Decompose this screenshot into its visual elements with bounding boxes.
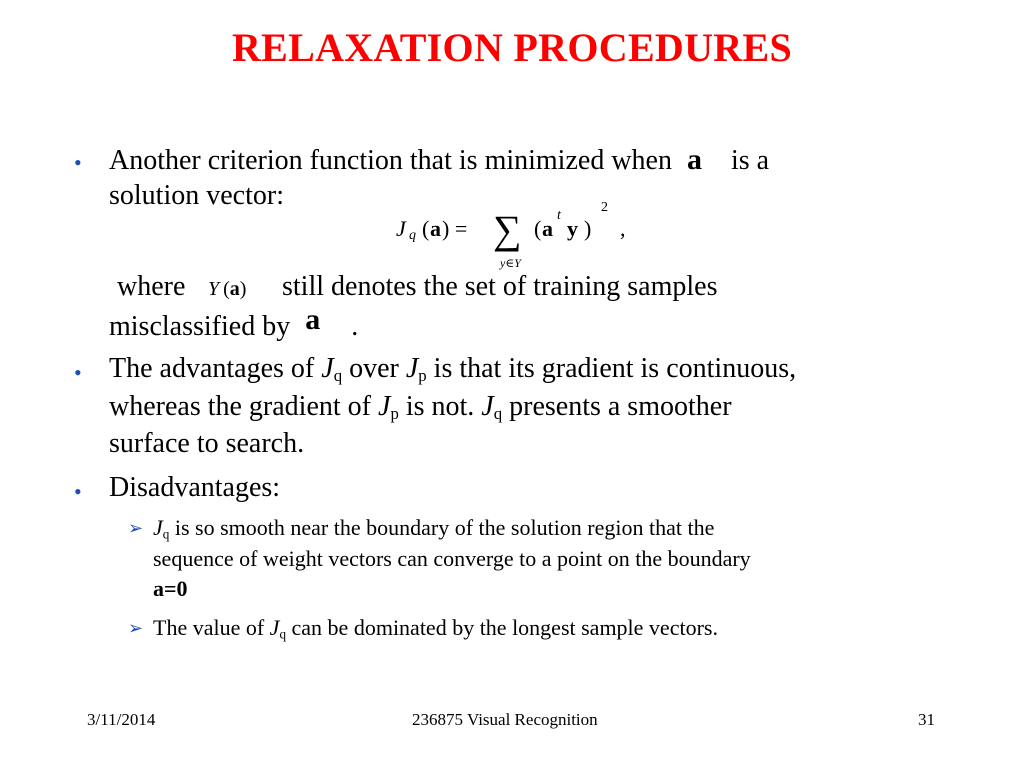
s2-text-2: can be dominated by the longest sample vectors.	[291, 615, 718, 640]
bullet-dot-2: •	[74, 360, 82, 385]
formula-comma: ,	[620, 216, 626, 241]
formula-J: J	[396, 216, 406, 241]
formula-exponent: 2	[601, 200, 608, 215]
formula-sum: ∑	[493, 207, 522, 252]
b2-sub-1: q	[333, 366, 343, 386]
Y-close: )	[239, 278, 247, 300]
bullet-dot-3: •	[74, 479, 82, 504]
b2-sub-3: p	[390, 404, 399, 424]
formula-rhs-t: t	[557, 208, 561, 223]
formula-a: a	[430, 216, 441, 241]
formula-rhs-close: )	[584, 216, 592, 241]
arrow-bullet-1: ➢	[128, 518, 144, 538]
b2-J4: J	[481, 391, 494, 422]
sub-bullet-1-line-1	[153, 517, 714, 541]
bullet-1-tail: is a	[730, 145, 770, 176]
misclassified-text: misclassified by	[109, 311, 291, 342]
b2-J1: J	[321, 353, 334, 384]
where-rest: still denotes the set of training samples	[282, 271, 718, 302]
bullet-2-line-2	[109, 393, 732, 423]
s2-sub: q	[279, 626, 287, 642]
formula-sum-index: y∈Y	[500, 256, 521, 270]
sub-bullet-1-line-3: a=0	[153, 576, 188, 601]
b2-text-5: is not.	[405, 391, 475, 422]
footer-course: 236875 Visual Recognition	[412, 710, 598, 729]
b2-text-4: whereas the gradient of	[109, 391, 371, 422]
b2-text-2: over	[349, 353, 399, 384]
b2-text-6: presents a smoother	[509, 391, 732, 422]
formula-J-sub: q	[409, 228, 416, 243]
slide-title: RELAXATION PROCEDURES	[231, 25, 793, 70]
bullet-1-text: Another criterion function that is minimized when	[109, 145, 672, 176]
formula-rhs-a: a	[542, 216, 553, 241]
where-line-2	[109, 303, 359, 342]
sub-bullet-1-line-2: sequence of weight vectors can converge to a point on the boundary	[153, 546, 751, 571]
period: .	[351, 311, 359, 342]
formula-close-eq: ) =	[442, 216, 468, 241]
formula-rhs-y: y	[567, 216, 578, 241]
Y-of-a	[208, 278, 246, 301]
footer-date: 3/11/2014	[87, 710, 156, 729]
formula-rhs-open: (	[534, 216, 542, 241]
Y-symbol: Y	[208, 278, 220, 300]
bullet-2-line-1	[109, 355, 796, 385]
b2-text-3: is that its gradient is continuous,	[433, 353, 797, 384]
arrow-bullet-2: ➢	[128, 618, 144, 638]
where-word: where	[117, 271, 186, 302]
s1-J: J	[153, 515, 163, 540]
bullet-dot-1: •	[74, 150, 82, 175]
b2-sub-2: p	[418, 366, 427, 386]
s1-sub: q	[162, 526, 170, 542]
b2-J3: J	[378, 391, 391, 422]
Y-a: a	[229, 278, 240, 300]
bullet-3-text: Disadvantages:	[109, 472, 281, 503]
bullet-1-line-2: solution vector:	[109, 180, 284, 211]
b2-text-1: The advantages of	[109, 353, 315, 384]
b2-sub-4: q	[493, 404, 503, 424]
b2-J2: J	[405, 353, 419, 384]
bullet-2-line-3: surface to search.	[109, 428, 305, 459]
formula-open: (	[422, 216, 430, 241]
symbol-a: a	[686, 143, 702, 176]
s2-J: J	[269, 615, 280, 640]
footer-page-number: 31	[918, 710, 935, 729]
sub-bullet-2-line-1	[153, 617, 718, 641]
s1-text-1: is so smooth near the boundary of the solution region that the	[174, 515, 715, 540]
Y-open: (	[223, 278, 230, 300]
s2-text-1: The value of	[153, 615, 265, 640]
symbol-a-2: a	[305, 303, 321, 336]
bullet-1-line-1	[109, 145, 769, 175]
